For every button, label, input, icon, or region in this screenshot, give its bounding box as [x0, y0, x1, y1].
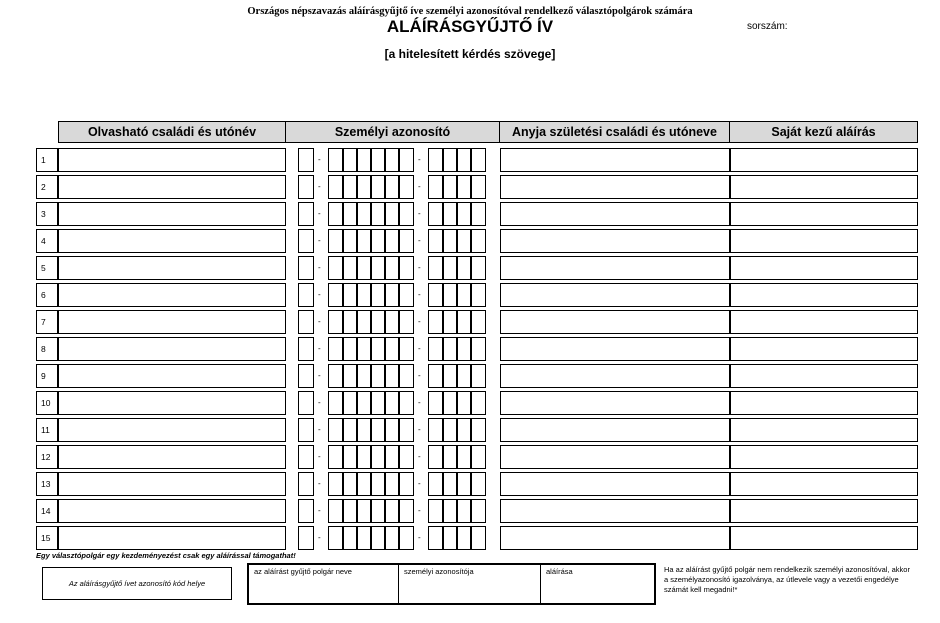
name-field[interactable]	[58, 418, 286, 442]
mother-name-field[interactable]	[500, 472, 730, 496]
personal-id-digit[interactable]	[470, 364, 486, 388]
id-separator: -	[418, 506, 421, 515]
row-number: 11	[36, 418, 58, 442]
id-separator: -	[318, 479, 321, 488]
mother-name-field[interactable]	[500, 337, 730, 361]
personal-id-digit[interactable]	[398, 283, 414, 307]
mother-name-field[interactable]	[500, 364, 730, 388]
id-separator: -	[318, 371, 321, 380]
table-row	[36, 202, 918, 226]
personal-id-digit[interactable]	[470, 499, 486, 523]
id-separator: -	[318, 236, 321, 245]
id-separator: -	[318, 425, 321, 434]
form-subtitle: Országos népszavazás aláírásgyűjtő íve személyi azonosítóval rendelkező választópolgárok számára	[247, 6, 693, 17]
name-field[interactable]	[58, 364, 286, 388]
table-row	[36, 310, 918, 334]
id-separator: -	[418, 236, 421, 245]
mother-name-field[interactable]	[500, 310, 730, 334]
signature-field[interactable]	[730, 499, 918, 523]
name-field[interactable]	[58, 229, 286, 253]
table-row	[36, 364, 918, 388]
row-number: 12	[36, 445, 58, 469]
column-header-signature: Saját kezű aláírás	[729, 121, 918, 143]
name-field[interactable]	[58, 310, 286, 334]
personal-id-digit[interactable]	[398, 499, 414, 523]
personal-id-digit[interactable]	[470, 391, 486, 415]
personal-id-digit[interactable]	[298, 175, 314, 199]
mother-name-field[interactable]	[500, 526, 730, 550]
question-text: [a hitelesített kérdés szövege]	[384, 47, 556, 61]
collector-box	[247, 563, 656, 605]
table-row	[36, 148, 918, 172]
mother-name-field[interactable]	[500, 229, 730, 253]
mother-name-field[interactable]	[500, 445, 730, 469]
id-separator: -	[318, 506, 321, 515]
table-row	[36, 472, 918, 496]
row-number: 13	[36, 472, 58, 496]
row-number: 7	[36, 310, 58, 334]
personal-id-digit[interactable]	[298, 148, 314, 172]
id-separator: -	[418, 371, 421, 380]
id-separator: -	[318, 182, 321, 191]
table-row	[36, 445, 918, 469]
signature-field[interactable]	[730, 256, 918, 280]
mother-name-field[interactable]	[500, 283, 730, 307]
personal-id-digit[interactable]	[298, 337, 314, 361]
id-separator: -	[318, 209, 321, 218]
personal-id-digit[interactable]	[298, 202, 314, 226]
personal-id-digit[interactable]	[470, 337, 486, 361]
personal-id-digit[interactable]	[398, 364, 414, 388]
table-row	[36, 256, 918, 280]
personal-id-digit[interactable]	[398, 148, 414, 172]
id-separator: -	[418, 155, 421, 164]
personal-id-digit[interactable]	[470, 256, 486, 280]
personal-id-digit[interactable]	[398, 175, 414, 199]
signature-field[interactable]	[730, 364, 918, 388]
signature-field[interactable]	[730, 526, 918, 550]
id-separator: -	[318, 398, 321, 407]
personal-id-digit[interactable]	[298, 364, 314, 388]
personal-id-digit[interactable]	[298, 391, 314, 415]
name-field[interactable]	[58, 391, 286, 415]
table-row	[36, 229, 918, 253]
column-header-mother-name: Anyja születési családi és utóneve	[499, 121, 730, 143]
row-number: 10	[36, 391, 58, 415]
personal-id-digit[interactable]	[470, 526, 486, 550]
personal-id-digit[interactable]	[298, 310, 314, 334]
name-field[interactable]	[58, 526, 286, 550]
id-separator: -	[418, 290, 421, 299]
personal-id-digit[interactable]	[470, 418, 486, 442]
personal-id-digit[interactable]	[470, 310, 486, 334]
personal-id-digit[interactable]	[398, 445, 414, 469]
id-separator: -	[318, 317, 321, 326]
table-row	[36, 418, 918, 442]
personal-id-digit[interactable]	[398, 202, 414, 226]
id-separator: -	[318, 533, 321, 542]
personal-id-digit[interactable]	[398, 337, 414, 361]
id-separator: -	[418, 317, 421, 326]
id-separator: -	[318, 155, 321, 164]
name-field[interactable]	[58, 283, 286, 307]
signature-field[interactable]	[730, 418, 918, 442]
personal-id-digit[interactable]	[470, 472, 486, 496]
column-header-name: Olvasható családi és utónév	[58, 121, 286, 143]
id-separator: -	[418, 263, 421, 272]
id-separator: -	[418, 533, 421, 542]
personal-id-digit[interactable]	[398, 229, 414, 253]
mother-name-field[interactable]	[500, 256, 730, 280]
row-number: 15	[36, 526, 58, 550]
name-field[interactable]	[58, 472, 286, 496]
name-field[interactable]	[58, 256, 286, 280]
name-field[interactable]	[58, 499, 286, 523]
personal-id-digit[interactable]	[298, 526, 314, 550]
personal-id-digit[interactable]	[298, 283, 314, 307]
personal-id-digit[interactable]	[398, 418, 414, 442]
table-row	[36, 391, 918, 415]
name-field[interactable]	[58, 202, 286, 226]
collector-signature-field[interactable]: aláírása	[546, 567, 573, 576]
id-separator: -	[318, 452, 321, 461]
collector-id-field[interactable]: személyi azonosítója	[399, 565, 541, 603]
mother-name-field[interactable]	[500, 202, 730, 226]
id-separator: -	[318, 344, 321, 353]
signature-field[interactable]	[730, 337, 918, 361]
row-number: 14	[36, 499, 58, 523]
mother-name-field[interactable]	[500, 499, 730, 523]
sheet-code-box: Az aláírásgyűjtő ívet azonosító kód helye	[42, 567, 232, 600]
signature-field[interactable]	[730, 202, 918, 226]
id-separator: -	[418, 182, 421, 191]
form-title: ALÁÍRÁSGYŰJTŐ ÍV	[386, 17, 554, 36]
personal-id-digit[interactable]	[470, 175, 486, 199]
warning-text: Egy választópolgár egy kezdeményezést csak egy aláírással támogathat!	[36, 551, 296, 560]
personal-id-digit[interactable]	[398, 472, 414, 496]
signature-field[interactable]	[730, 445, 918, 469]
collector-id-note: Ha az aláírást gyűjtő polgár nem rendelkezik személyi azonosítóval, akkor a személyazonosító igazolványa, az útlevele vagy a vezetői engedélye számát kell megadni!*	[664, 565, 910, 594]
name-field[interactable]	[58, 445, 286, 469]
table-row	[36, 499, 918, 523]
table-row	[36, 337, 918, 361]
table-row	[36, 526, 918, 550]
id-separator: -	[418, 479, 421, 488]
row-number: 8	[36, 337, 58, 361]
collector-name-field[interactable]: az aláírást gyűjtő polgár neve	[249, 565, 399, 603]
column-header-personal-id: Személyi azonosító	[285, 121, 500, 143]
serial-number-label: sorszám:	[747, 21, 788, 32]
signature-field[interactable]	[730, 148, 918, 172]
id-separator: -	[318, 290, 321, 299]
personal-id-digit[interactable]	[470, 202, 486, 226]
signature-field[interactable]	[730, 283, 918, 307]
personal-id-digit[interactable]	[398, 391, 414, 415]
row-number: 5	[36, 256, 58, 280]
name-field[interactable]	[58, 148, 286, 172]
mother-name-field[interactable]	[500, 391, 730, 415]
personal-id-digit[interactable]	[470, 229, 486, 253]
name-field[interactable]	[58, 337, 286, 361]
signature-field[interactable]	[730, 472, 918, 496]
id-separator: -	[418, 209, 421, 218]
row-number: 6	[36, 283, 58, 307]
personal-id-digit[interactable]	[398, 526, 414, 550]
mother-name-field[interactable]	[500, 175, 730, 199]
signature-field[interactable]	[730, 391, 918, 415]
id-separator: -	[318, 263, 321, 272]
name-field[interactable]	[58, 175, 286, 199]
personal-id-digit[interactable]	[298, 418, 314, 442]
id-separator: -	[418, 344, 421, 353]
signature-field[interactable]	[730, 175, 918, 199]
personal-id-digit[interactable]	[298, 445, 314, 469]
personal-id-digit[interactable]	[298, 472, 314, 496]
personal-id-digit[interactable]	[398, 256, 414, 280]
table-row	[36, 175, 918, 199]
personal-id-digit[interactable]	[470, 148, 486, 172]
row-number: 1	[36, 148, 58, 172]
signature-field[interactable]	[730, 229, 918, 253]
personal-id-digit[interactable]	[470, 283, 486, 307]
signature-field[interactable]	[730, 310, 918, 334]
personal-id-digit[interactable]	[298, 229, 314, 253]
mother-name-field[interactable]	[500, 148, 730, 172]
id-separator: -	[418, 398, 421, 407]
row-number: 3	[36, 202, 58, 226]
personal-id-digit[interactable]	[298, 499, 314, 523]
id-separator: -	[418, 425, 421, 434]
id-separator: -	[418, 452, 421, 461]
row-number: 4	[36, 229, 58, 253]
table-row	[36, 283, 918, 307]
personal-id-digit[interactable]	[470, 445, 486, 469]
personal-id-digit[interactable]	[398, 310, 414, 334]
mother-name-field[interactable]	[500, 418, 730, 442]
row-number: 2	[36, 175, 58, 199]
personal-id-digit[interactable]	[298, 256, 314, 280]
row-number: 9	[36, 364, 58, 388]
